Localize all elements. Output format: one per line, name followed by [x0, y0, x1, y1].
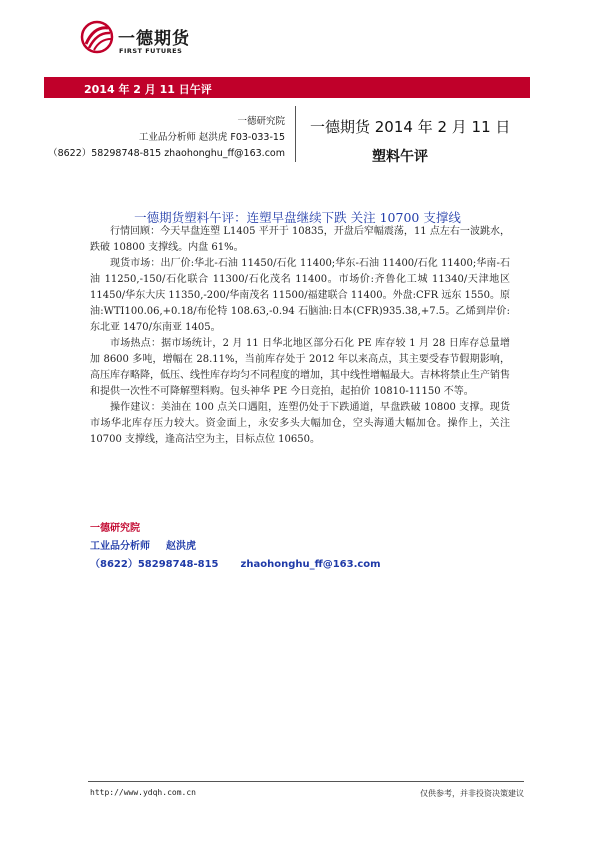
header-contact: （8622）58298748-815 zhaohonghu_ff@163.com: [48, 148, 285, 159]
footer-institute: 一德研究院: [90, 523, 140, 534]
logo-text-cn: 一德期货: [118, 29, 190, 49]
header-divider: [295, 106, 296, 162]
article-headline: 一德期货塑料午评：连塑早盘继续下跌 关注 10700 支撑线: [134, 210, 461, 225]
footer-role: 工业品分析师: [90, 541, 150, 552]
footer-analyst: [90, 537, 196, 552]
header-institute: 一德研究院: [237, 116, 285, 127]
logo-mark-icon: [80, 20, 114, 54]
report-title: 一德期货 2014 年 2 月 11 日: [310, 118, 511, 136]
paragraph-market-hotspot: 市场热点：据市场统计，2 月 11 日华北地区部分石化 PE 库存较 1 月 28 日库存总量增加 8600 多吨，增幅在 28.11%，当前库存处于 2012 年以来高点，其主要受春节假期影响，高压库存略降，低压、线性库存均匀不同程度的增加，其中线性增幅最大。吉林将禁止生产销售和提供一次性不可降解塑料购。包头神华 PE 今日竞拍，起拍价 10810-11150 不等。: [90, 338, 510, 397]
footer-name: 赵洪虎: [166, 541, 196, 552]
footer-email[interactable]: zhaohonghu_ff@163.com: [240, 559, 381, 570]
footer-contact: [90, 555, 381, 570]
date-banner: [44, 77, 530, 98]
article-body: [90, 224, 510, 448]
banner-date: 2014 年 2 月 11 日午评: [84, 83, 212, 96]
footer-website-link[interactable]: http://www.ydqh.com.cn: [90, 788, 196, 797]
footer-disclaimer: 仅供参考，并非投资决策建议: [420, 789, 524, 798]
report-subtitle: 塑料午评: [372, 149, 428, 165]
header-analyst: 工业品分析师 赵洪虎 F03-033-15: [138, 132, 285, 143]
paragraph-spot-market: 现货市场：出厂价:华北-石油 11450/石化 11400;华东-石油 11400/石化 11400;华南-石油 11250,-150/石化联合 11300/石化茂名 11400。市场价:齐鲁化工城 11340/天津地区 11450/华东大庆 11350,-200/华南茂名 11500/福建联合 11400。外盘:CFR 远东 1550。原油:WTI100.06,+0.18/布伦特 108.63,-0.94 石脑油:日本(CFR)935.38,+7.5。乙烯到岸价:东北亚 1470/东南亚 1405。: [90, 258, 510, 333]
paragraph-operation-advice: 操作建议：美油在 100 点关口遇阻，连塑仍处于下跌通道，早盘跌破 10800 支撑。现货市场华北库存压力较大。资金面上，永安多头大幅加仓，空头海通大幅加仓。操作上，关注 10700 支撑线，逢高沽空为主，目标点位 10650。: [90, 402, 510, 445]
logo-text-en: FIRST FUTURES: [119, 47, 183, 55]
company-logo: [80, 20, 220, 60]
paragraph-market-review: 行情回顾：今天早盘连塑 L1405 平开于 10835，开盘后窄幅震荡，11 点左右一波跳水，跌破 10800 支撑线。内盘 61%。: [90, 226, 510, 253]
footer-divider: [88, 781, 524, 782]
footer-phone: （8622）58298748-815: [90, 559, 219, 570]
